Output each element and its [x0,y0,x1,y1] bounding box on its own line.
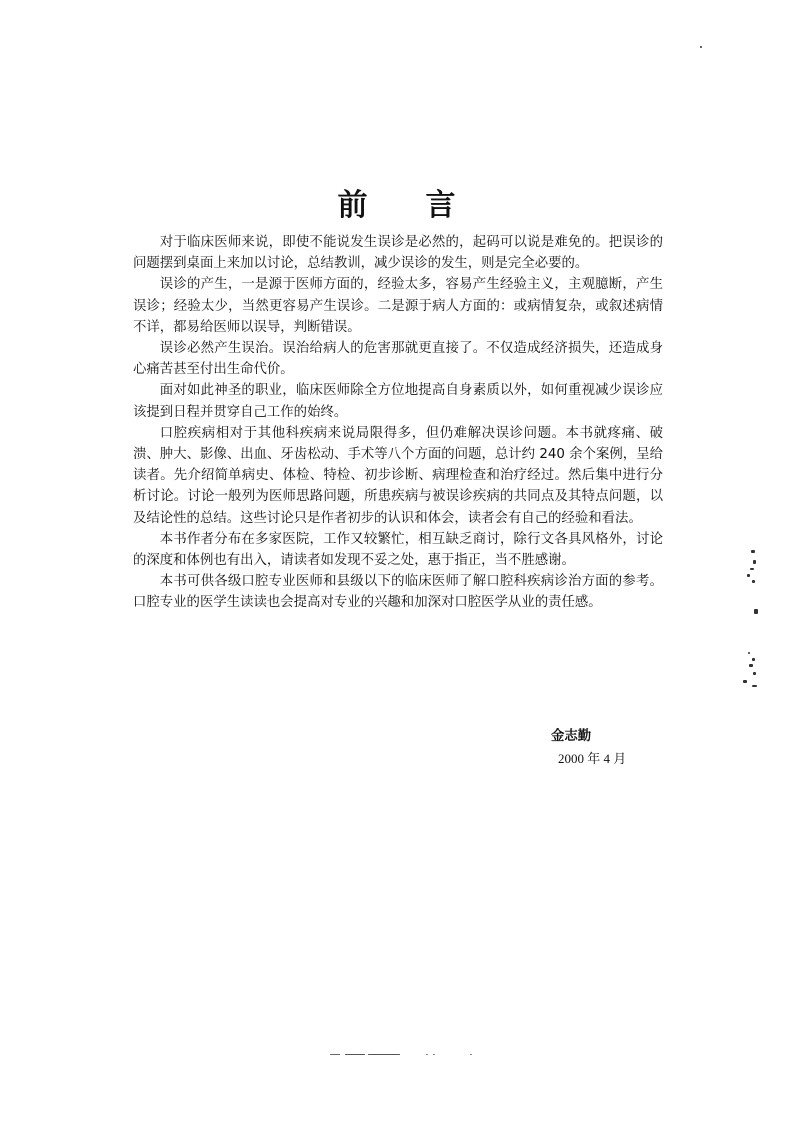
author-signature: 金志勤 [551,729,592,744]
title-char-2: 言 [425,188,456,223]
paragraph-6: 本书作者分布在多家医院，工作又较繁忙，相互缺乏商讨，除行文各具风格外，讨论的深度和体例也有出入，请读者如发现不妥之处，惠于指正，当不胜感谢。 [133,531,663,569]
paragraph-4: 面对如此神圣的职业，临床医师除全方位地提高自身素质以外，如何重视减少误诊应该提到日程并贯穿自己工作的始终。 [133,383,663,420]
paragraph-2: 误诊的产生，一是源于医师方面的，经验太多，容易产生经验主义，主观臆断，产生误诊；经验太少，当然更容易产生误诊。二是源于病人方面的：或病情复杂，或叙述病情不详，都易给医师以误导，判断错误。 [133,277,663,335]
preface-date: 2000 年 4 月 [558,751,627,766]
paragraph-5: 口腔疾病相对于其他科疾病来说局限得多，但仍难解决误诊问题。本书就疼痛、破溃、肿大、影像、出血、牙齿松动、手术等八个方面的问题，总计约 240 余个案例，呈给读者。先介绍简单病史、体检、特检、初步诊断、病理检查和治疗经过。然后集中进行分析讨论。讨论一般列为医师思路问题，所患疾病与被误诊疾病的共同点及其特点问题，以及结论性的总结。这些讨论只是作者初步的认识和体会，读者会有自己的经验和看法。 [133,425,663,526]
paragraph-1: 对于临床医师来说，即使不能说发生误诊是必然的，起码可以说是难免的。把误诊的问题摆到桌面上来加以讨论，总结教训，减少误诊的发生，则是完全必要的。 [133,235,663,272]
paragraph-3: 误诊必然产生误治。误治给病人的危害那就更直接了。不仅造成经济损失，还造成身心痛苦甚至付出生命代价。 [133,341,663,378]
page-title [0,186,793,226]
preface-body [133,232,663,614]
paragraph-7: 本书可供各级口腔专业医师和县级以下的临床医师了解口腔科疾病诊治方面的参考。口腔专业的医学生读读也会提高对专业的兴趣和加深对口腔医学从业的责任感。 [133,574,663,611]
title-char-1: 前 [337,188,368,223]
